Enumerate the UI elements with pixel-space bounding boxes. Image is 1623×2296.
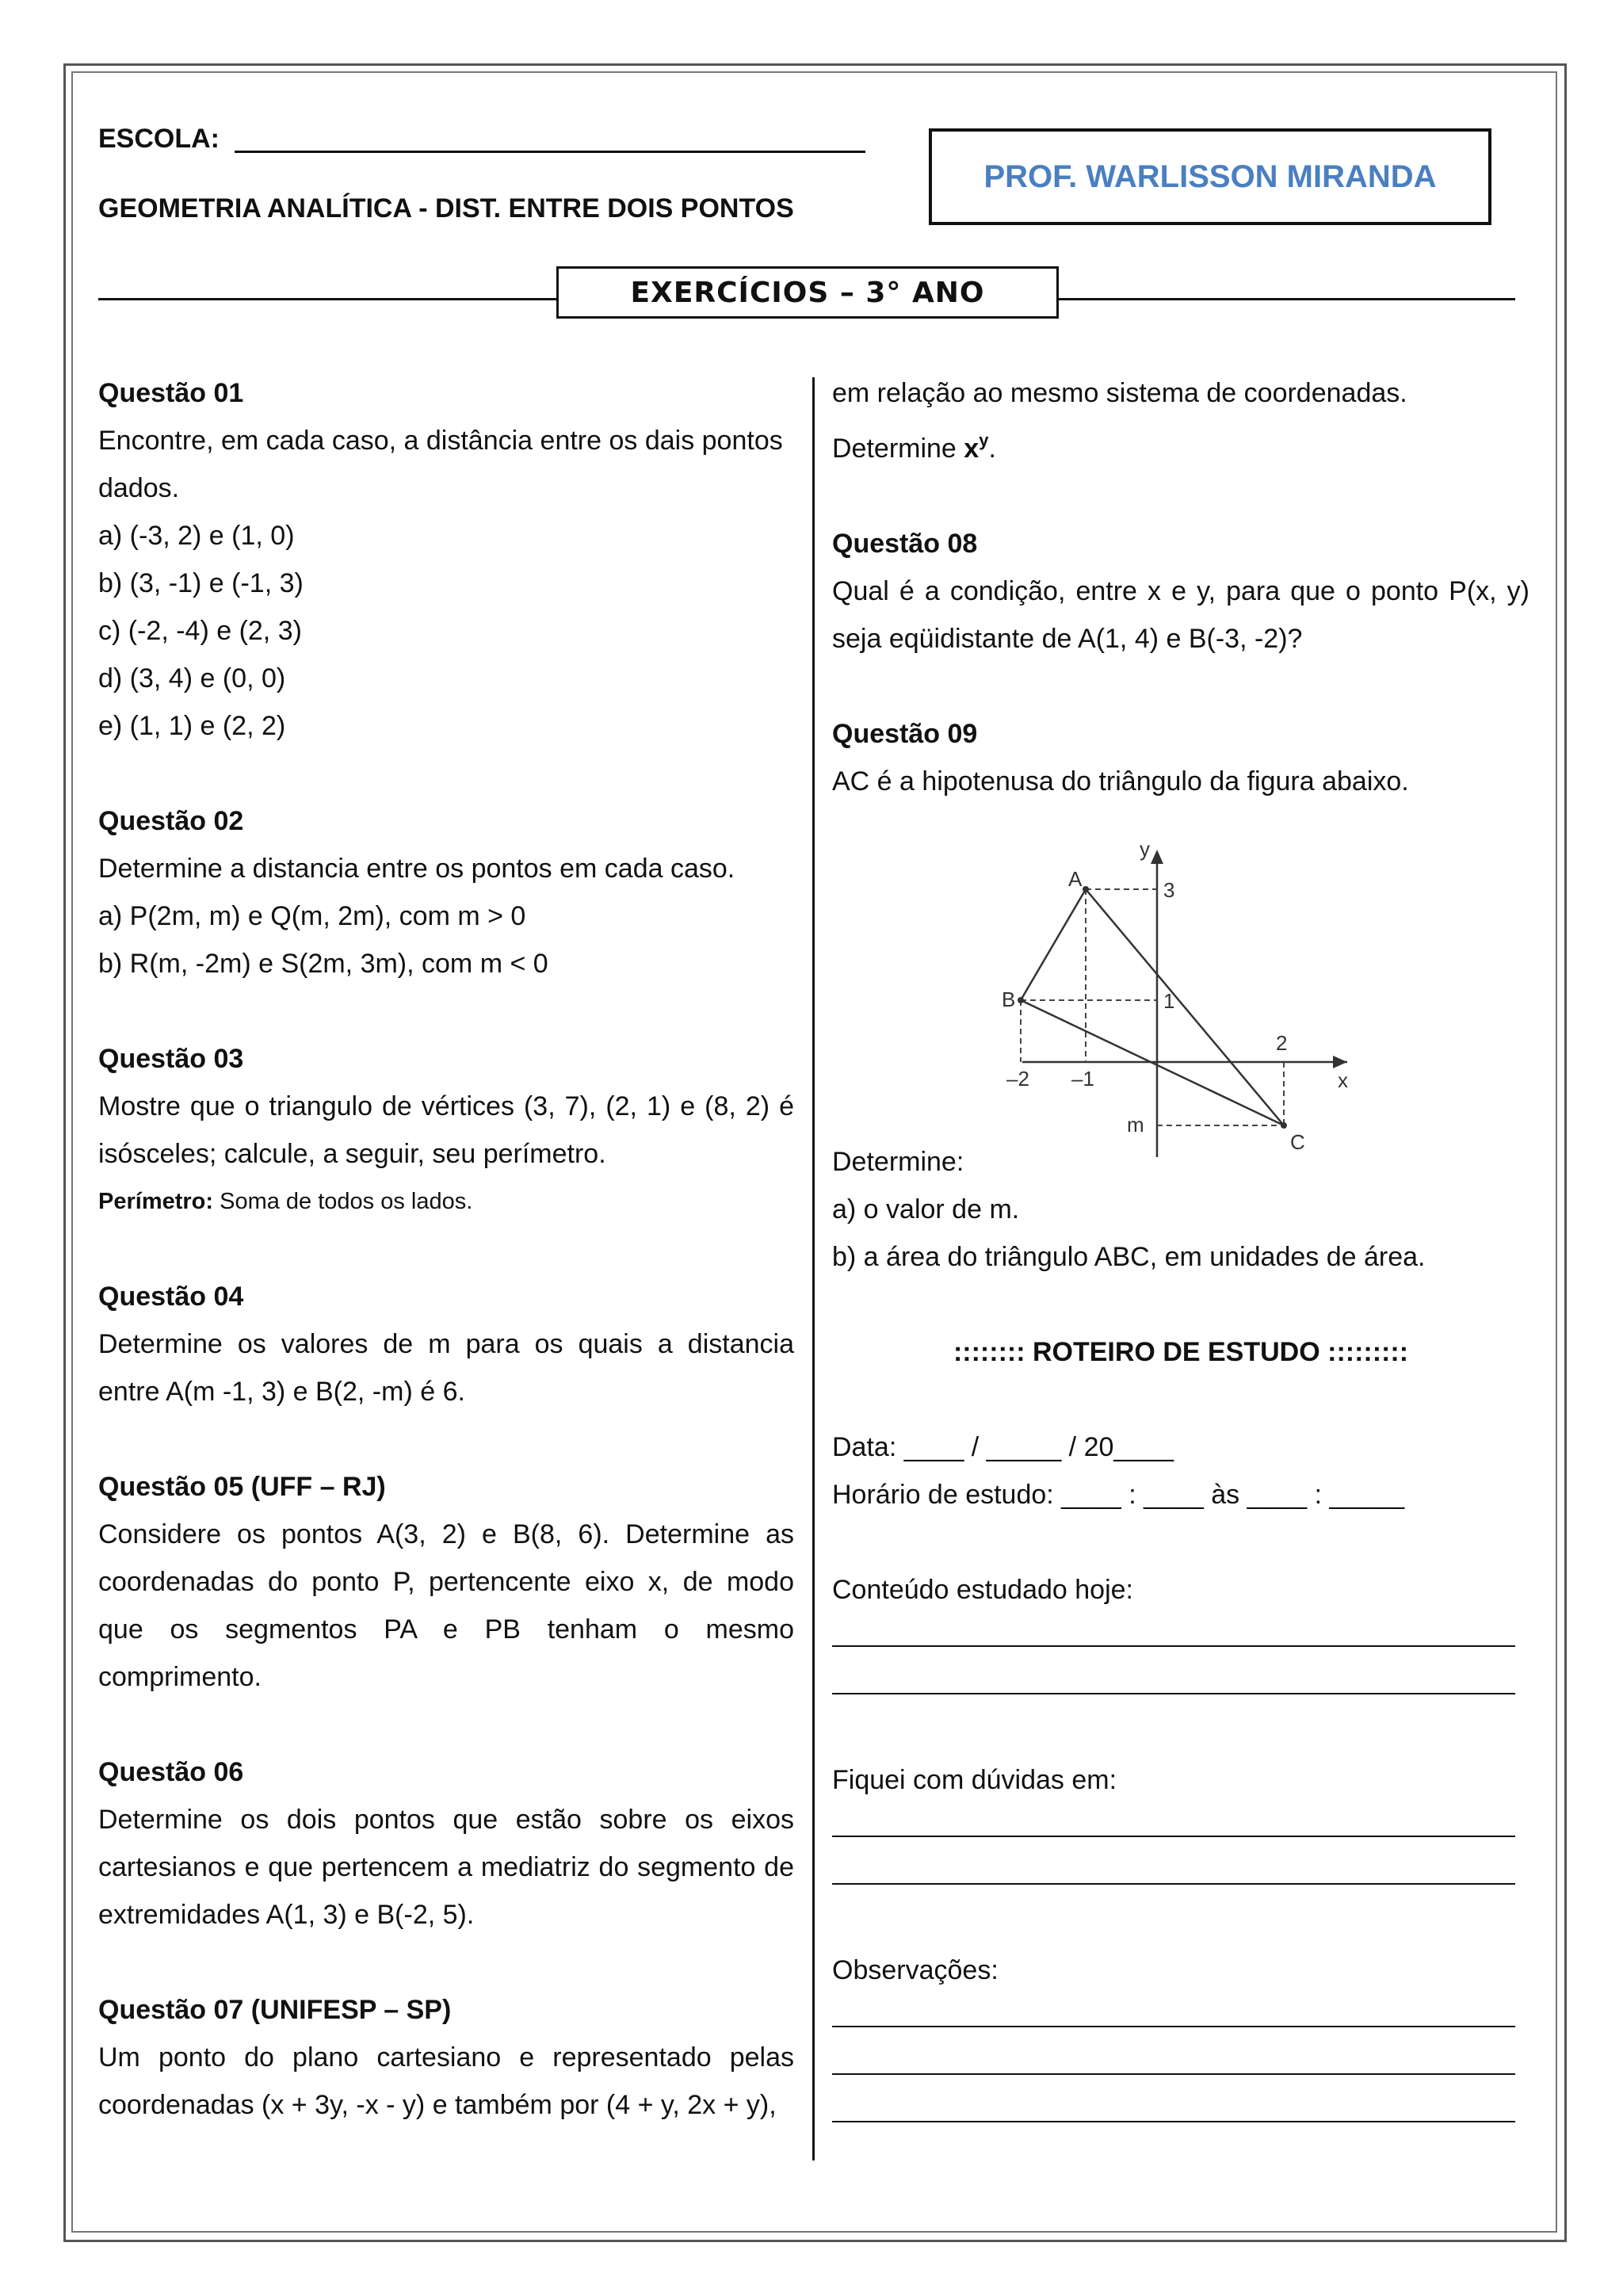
question-text: Qual é a condição, entre x e y, para que o ponto P(x, y) seja eqüidistante de A(1, 4) e B(-3, -2)? xyxy=(832,576,1529,654)
column-divider xyxy=(812,377,815,2160)
roteiro-time: Horário de estudo: ____ : ____ às ____ : _____ xyxy=(832,1480,1405,1510)
school-fill-line xyxy=(235,151,865,153)
label-a: A xyxy=(1068,867,1083,891)
tick-minus-1: –1 xyxy=(1071,1067,1094,1091)
question-text: Considere os pontos A(3, 2) e B(8, 6). Determine as coordenadas do ponto P, pertencente eixo x, de modo que os segmentos PA e PB tenham o mesmo comprimento. xyxy=(98,1519,794,1692)
section-rule-right xyxy=(1059,298,1515,300)
question-item: b) R(m, -2m) e S(2m, 3m), com m < 0 xyxy=(98,949,548,979)
question-text: Determine os valores de m para os quais a distancia entre A(m -1, 3) e B(2, -m) é 6. xyxy=(98,1329,794,1407)
left-column xyxy=(98,369,794,2129)
x-variable: x xyxy=(964,434,980,464)
point-c xyxy=(1281,1122,1287,1129)
tick-minus-2: –2 xyxy=(1006,1067,1029,1091)
segment-ac xyxy=(1086,889,1284,1125)
question-text: Determine os dois pontos que estão sobre os eixos cartesianos e que pertencem a mediatriz do segmento de extremidades A(1, 3) e B(-2, 5). xyxy=(98,1805,794,1930)
write-line xyxy=(832,1614,1529,1661)
tick-1: 1 xyxy=(1163,989,1175,1013)
question-title: Questão 02 xyxy=(98,806,244,836)
question-title: Questão 09 xyxy=(832,719,978,749)
x-axis-arrow-icon xyxy=(1333,1056,1347,1068)
tick-2: 2 xyxy=(1276,1031,1288,1055)
roteiro-obs-label: Observações: xyxy=(832,1955,999,1985)
question-determine: Determine: xyxy=(832,1147,964,1177)
question-title: Questão 04 xyxy=(98,1282,244,1312)
roteiro-title: :::::::: ROTEIRO DE ESTUDO ::::::::: xyxy=(953,1337,1409,1367)
roteiro-date: Data: ____ / _____ / 20____ xyxy=(832,1432,1174,1462)
question-text: Mostre que o triangulo de vértices (3, 7), (2, 1) e (8, 2) é isósceles; calcule, a seguir, seu perímetro. xyxy=(98,1091,794,1169)
perimeter-note-label: Perímetro: xyxy=(98,1189,214,1214)
question-item: c) (-2, -4) e (2, 3) xyxy=(98,616,302,646)
label-x: x xyxy=(1338,1068,1348,1092)
question-item: a) o valor de m. xyxy=(832,1194,1020,1224)
point-a xyxy=(1083,886,1089,892)
write-line xyxy=(832,1804,1529,1851)
perimeter-note xyxy=(98,1178,794,1225)
subject-title: GEOMETRIA ANALÍTICA - DIST. ENTRE DOIS PONTOS xyxy=(98,193,794,223)
y-exponent: y xyxy=(979,430,989,450)
roteiro-doubts-label: Fiquei com dúvidas em: xyxy=(832,1765,1117,1795)
tick-3: 3 xyxy=(1163,878,1175,902)
question-title: Questão 03 xyxy=(98,1044,244,1074)
period: . xyxy=(988,434,996,464)
question-item: a) (-3, 2) e (1, 0) xyxy=(98,521,295,551)
label-b: B xyxy=(1002,988,1016,1011)
write-line xyxy=(832,2042,1529,2089)
question-title: Questão 07 (UNIFESP – SP) xyxy=(98,1995,452,2025)
question-item: a) P(2m, m) e Q(m, 2m), com m > 0 xyxy=(98,901,526,931)
professor-name: PROF. WARLISSON MIRANDA xyxy=(983,159,1437,194)
question-title: Questão 06 xyxy=(98,1757,244,1787)
question-continuation: em relação ao mesmo sistema de coordenadas. xyxy=(832,378,1407,408)
question-title: Questão 08 xyxy=(832,529,978,559)
label-y: y xyxy=(1140,837,1150,861)
triangle-figure xyxy=(1002,837,1363,1165)
question-text: AC é a hipotenusa do triângulo da figura abaixo. xyxy=(832,766,1409,797)
perimeter-note-text: Soma de todos os lados. xyxy=(213,1189,473,1214)
roteiro-content-label: Conteúdo estudado hoje: xyxy=(832,1575,1133,1605)
school-label: ESCOLA: xyxy=(98,124,220,154)
point-b xyxy=(1018,997,1024,1003)
question-text: Determine a distancia entre os pontos em cada caso. xyxy=(98,854,735,884)
question-item: e) (1, 1) e (2, 2) xyxy=(98,711,286,741)
write-line xyxy=(832,1994,1529,2042)
section-title-box xyxy=(556,266,1059,319)
question-determine xyxy=(832,417,1529,472)
right-column xyxy=(832,369,1529,2137)
question-title: Questão 01 xyxy=(98,378,244,408)
label-c: C xyxy=(1290,1130,1305,1154)
question-title: Questão 05 (UFF – RJ) xyxy=(98,1472,386,1502)
professor-box xyxy=(929,128,1491,225)
write-line xyxy=(832,2089,1529,2137)
section-rule-left xyxy=(98,298,556,300)
question-item: b) a área do triângulo ABC, em unidades de área. xyxy=(832,1242,1426,1272)
tick-m: m xyxy=(1127,1113,1144,1137)
question-item: b) (3, -1) e (-1, 3) xyxy=(98,568,304,598)
question-text: Encontre, em cada caso, a distância entre os dais pontos dados. xyxy=(98,426,783,503)
write-line xyxy=(832,1661,1529,1709)
determine-text: Determine xyxy=(832,434,964,464)
question-item: d) (3, 4) e (0, 0) xyxy=(98,663,286,693)
y-axis-arrow-icon xyxy=(1151,850,1163,864)
section-title: EXERCÍCIOS – 3° ANO xyxy=(630,276,985,309)
write-line xyxy=(832,1851,1529,1899)
segment-ab xyxy=(1021,889,1086,1000)
question-text: Um ponto do plano cartesiano e representado pelas coordenadas (x + 3y, -x - y) e também por (4 + y, 2x + y), xyxy=(98,2042,794,2120)
